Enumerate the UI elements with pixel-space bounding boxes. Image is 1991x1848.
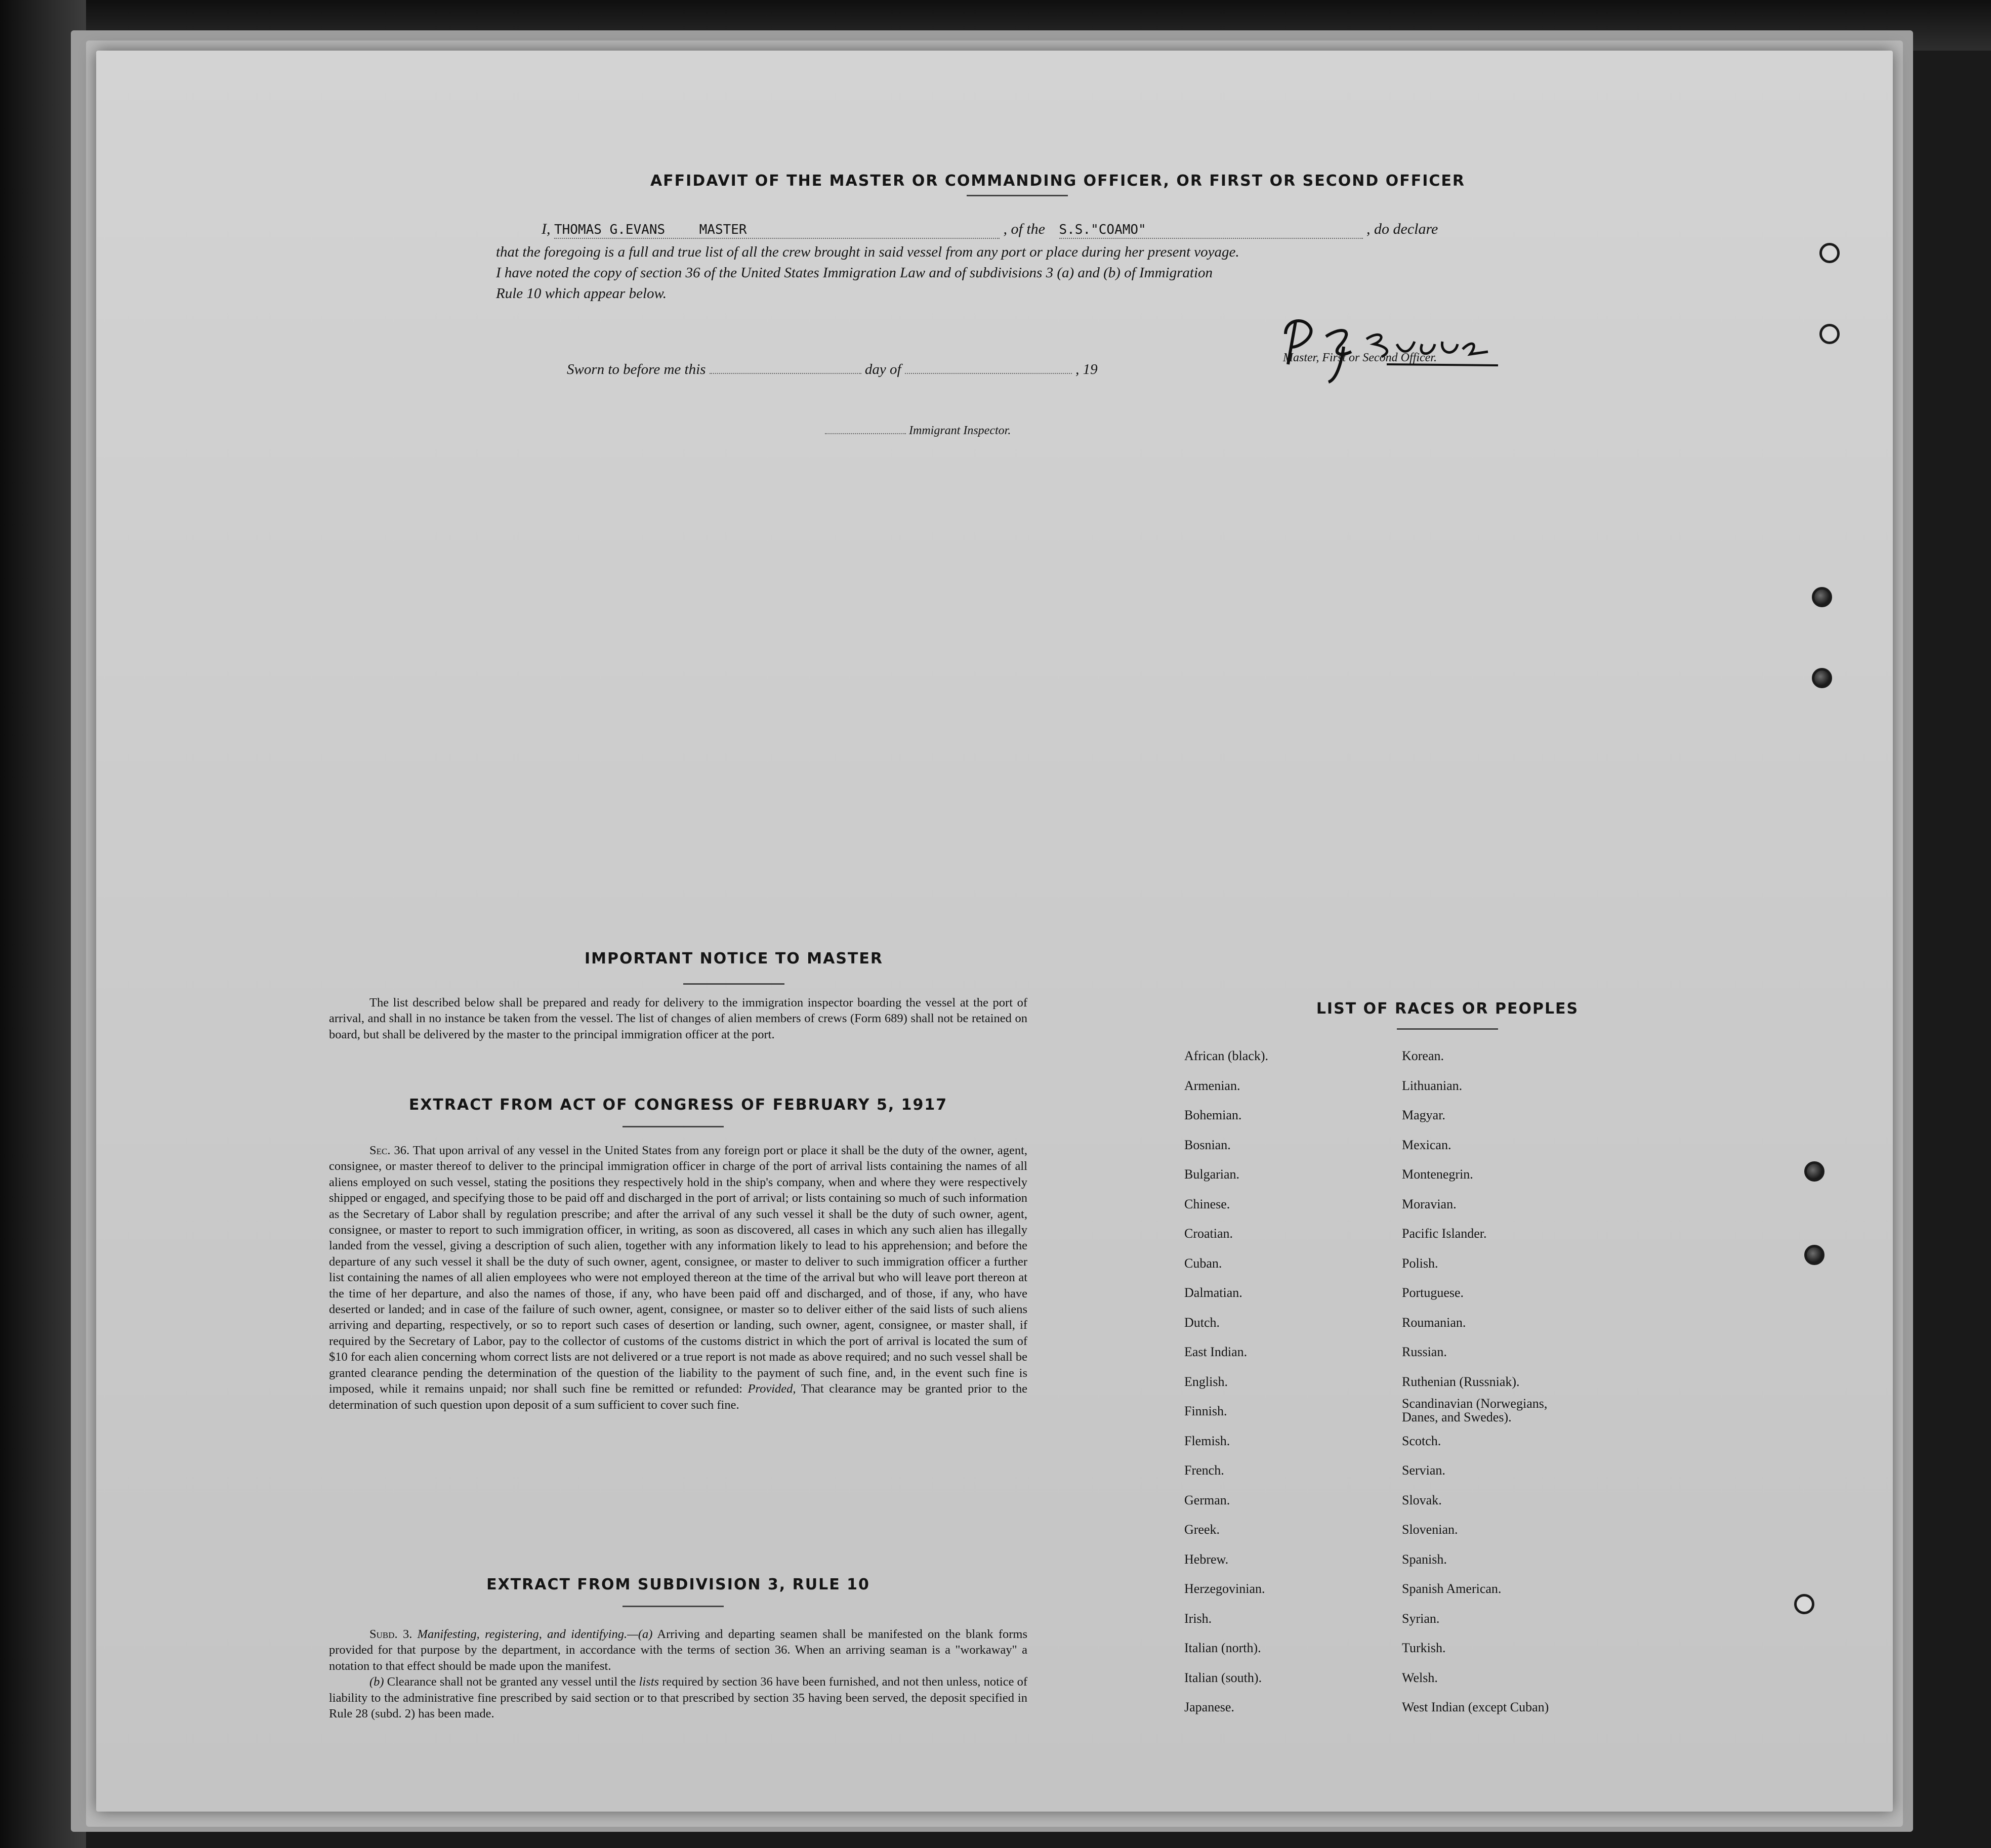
rule-subd-a-text: Arriving and departing seamen shall be manifested on the blank forms provided for that purpose by the department, in accordance with the terms of section 36. When an arriving seaman is a "workaway" a notation to that effect should be made upon the manifest. xyxy=(329,1627,1027,1673)
race-list-item: Dutch. xyxy=(1184,1315,1220,1330)
rule-subd-b-text-2: required by section 36 have been furnished, and not then unless, notice of liability to the administrative fine prescribed by said section or to that prescribed by section 35 having been served, the deposit specified in Rule 28 (subd. 2) has been made. xyxy=(329,1675,1028,1721)
rule-subd-b-label: (b) xyxy=(369,1675,384,1689)
race-list-item: Scandinavian (Norwegians, Danes, and Swedes). xyxy=(1402,1396,1548,1424)
sworn-day-of: day of xyxy=(864,361,901,377)
inspector-caption: Immigrant Inspector. xyxy=(909,424,1011,437)
race-list-item: Roumanian. xyxy=(1402,1315,1466,1330)
race-list-item: Mexican. xyxy=(1402,1137,1451,1152)
race-list-item: Moravian. xyxy=(1402,1196,1457,1211)
binder-hole-7 xyxy=(1794,1594,1814,1614)
vessel-name-field xyxy=(1059,221,1363,239)
race-list-item: Pacific Islander. xyxy=(1402,1226,1487,1241)
race-list-item: French. xyxy=(1184,1463,1224,1478)
rule-title: EXTRACT FROM SUBDIVISION 3, RULE 10 xyxy=(486,1576,870,1593)
affidavit-title-rule xyxy=(967,195,1068,196)
notice-text: The list described below shall be prepared and ready for delivery to the immigration inspector boarding the vessel at the port of arrival, and shall in no instance be taken from the vessel. The list of changes of alien members of crews (Form 689) shall not be retained on board, but shall be delivered by the master to the principal immigration officer at the port. xyxy=(329,996,1027,1041)
sworn-prefix: Sworn to before me this xyxy=(567,361,706,377)
races-left-column xyxy=(1184,1041,1387,1723)
race-list-item: Hebrew. xyxy=(1184,1551,1229,1567)
race-list-item: Lithuanian. xyxy=(1402,1078,1463,1093)
race-list-item: Scotch. xyxy=(1402,1433,1441,1448)
race-list-item: Bulgarian. xyxy=(1184,1167,1240,1182)
race-list-item: Dalmatian. xyxy=(1184,1285,1242,1300)
sworn-year: , 19 xyxy=(1075,361,1098,377)
act-title: EXTRACT FROM ACT OF CONGRESS OF FEBRUARY 5, 1917 xyxy=(408,1096,948,1114)
signature-caption: Master, First or Second Officer. xyxy=(1283,351,1437,364)
race-list-item: Spanish American. xyxy=(1402,1581,1502,1596)
race-list-item: Italian (north). xyxy=(1184,1641,1261,1655)
rule-subd-b-text-1: Clearance shall not be granted any vessel until the xyxy=(387,1675,636,1689)
affidavit-prefix: I, xyxy=(542,221,551,237)
act-section-36 xyxy=(329,1143,1027,1413)
affidavit-line-1 xyxy=(542,221,1630,239)
act-title-rule xyxy=(623,1126,724,1127)
sworn-day-field xyxy=(710,373,861,374)
race-list-item: Cuban. xyxy=(1184,1255,1222,1271)
rule-title-rule xyxy=(623,1606,724,1607)
rule-subd-b-lists: lists xyxy=(639,1675,659,1689)
sworn-month-field xyxy=(905,373,1072,374)
race-list-item: Slovak. xyxy=(1402,1492,1442,1507)
notice-title-rule xyxy=(683,983,784,985)
race-list-item: Irish. xyxy=(1184,1611,1212,1626)
act-section-label: Sec. 36. xyxy=(369,1144,410,1157)
race-list-item: Spanish. xyxy=(1402,1551,1447,1567)
document-page xyxy=(96,51,1893,1812)
race-list-item: Korean. xyxy=(1402,1048,1444,1063)
vessel-name: S.S."COAMO" xyxy=(1059,222,1146,237)
affidavit-line-3: I have noted the copy of section 36 of the United States Immigration Law and of subdivisions 3 (a) and (b) of Immigration xyxy=(496,265,1213,281)
rule-subd-3 xyxy=(329,1626,1027,1721)
race-list-item: Syrian. xyxy=(1402,1611,1440,1626)
notice-title: IMPORTANT NOTICE TO MASTER xyxy=(585,950,883,968)
binder-hole-4 xyxy=(1812,668,1832,688)
race-list-item: Croatian. xyxy=(1184,1226,1233,1241)
race-list-item: Polish. xyxy=(1402,1255,1438,1271)
race-list-item: English. xyxy=(1184,1374,1228,1389)
race-list-item: Flemish. xyxy=(1184,1433,1230,1448)
race-list-item: Greek. xyxy=(1184,1522,1220,1537)
race-list-item: Finnish. xyxy=(1184,1404,1227,1418)
race-list-item: Chinese. xyxy=(1184,1196,1230,1211)
race-list-item: Magyar. xyxy=(1402,1108,1445,1122)
binder-hole-5 xyxy=(1804,1161,1824,1182)
race-list-item: East Indian. xyxy=(1184,1345,1248,1359)
race-list-item: Portuguese. xyxy=(1402,1285,1464,1300)
rule-subd-label: Subd. 3. xyxy=(369,1627,412,1641)
act-proviso-text: That clearance may be granted prior to the determination of such question upon deposit of a sum sufficient to cover such fine. xyxy=(329,1382,1027,1412)
races-title: LIST OF RACES OR PEOPLES xyxy=(1316,1000,1579,1018)
binder-hole-1 xyxy=(1819,243,1840,263)
race-list-item: West Indian (except Cuban) xyxy=(1402,1700,1549,1714)
race-list-item: African (black). xyxy=(1184,1048,1269,1063)
race-list-item: Turkish. xyxy=(1402,1641,1446,1655)
race-list-item: Servian. xyxy=(1402,1463,1445,1478)
act-section-text: That upon arrival of any vessel in the United States from any foreign port or place it shall be the duty of the owner, agent, consignee, or master thereof to deliver to the principal immigration officer in charge of the port of arrival lists containing the names of all aliens employed on such vessel, stating the positions they respectively hold in the ship's company, when and where they were respectively shipped or engaged, and specifying those to be paid off and discharged in the port of arrival; or lists containing so much of such information as the Secretary of Labor shall by regulation prescribe; and after the arrival of any such vessel it shall be the duty of such owner, agent, consignee, or master to report to such immigration officer, in writing, as soon as discovered, all cases in which any such alien has illegally landed from the vessel, giving a description of such alien, together with any information likely to lead to his apprehension; and before the departure of any such vessel it shall be the duty of such owner, agent, consignee, or master to deliver to such immigration officer a further list containing the names of all alien employees who were not employed thereon at the time of the arrival but who will leave port thereon at the time of her departure, and also the names of those, if any, who have been paid off and discharged, and of those, if any, who have deserted or landed; and in case of the failure of such owner, agent, consignee, or master so to deliver either of the said lists of such aliens arriving and departing, respectively, or so to report such cases of desertion or landing, such owner, agent, consignee, or master shall, if required by the Secretary of Labor, pay to the collector of customs of the customs district in which the port of arrival is located the sum of $10 for each alien concerning whom correct lists are not delivered or a true report is not made as above required; and no such vessel shall be granted clearance pending the determination of the question of the liability to the payment of such fine, and, in the event such fine is imposed, while it remains unpaid; nor shall such fine be remitted or refunded: xyxy=(329,1144,1027,1396)
affidavit-line-2: that the foregoing is a full and true list of all the crew brought in said vessel from any port or place during her present voyage. xyxy=(496,244,1239,260)
sworn-line xyxy=(567,361,1098,378)
race-list-item: Bohemian. xyxy=(1184,1108,1242,1122)
affidavit-of-the: , of the xyxy=(1003,221,1045,237)
race-list-item: Armenian. xyxy=(1184,1078,1240,1093)
binder-hole-3 xyxy=(1812,587,1832,607)
race-list-item: Japanese. xyxy=(1184,1700,1234,1714)
inspector-signature-field xyxy=(825,433,906,434)
race-list-item: Russian. xyxy=(1402,1345,1447,1359)
master-signature xyxy=(1265,309,1508,385)
master-rank: MASTER xyxy=(699,222,747,237)
race-list-item: Montenegrin. xyxy=(1402,1167,1473,1182)
rule-subd-heading: Manifesting, registering, and identifying.—(a) xyxy=(417,1627,653,1641)
race-list-item: Welsh. xyxy=(1402,1670,1438,1685)
race-list-item: Slovenian. xyxy=(1402,1522,1458,1537)
binder-hole-6 xyxy=(1804,1245,1824,1265)
race-list-item: Ruthenian (Russniak). xyxy=(1402,1374,1520,1389)
race-list-item: Italian (south). xyxy=(1184,1670,1262,1685)
race-list-item: Bosnian. xyxy=(1184,1137,1231,1152)
race-list-item: Herzegovinian. xyxy=(1184,1581,1265,1596)
binder-hole-2 xyxy=(1819,324,1840,344)
race-list-item: German. xyxy=(1184,1492,1230,1507)
affidavit-title: AFFIDAVIT OF THE MASTER OR COMMANDING OFFICER, OR FIRST OR SECOND OFFICER xyxy=(650,172,1466,190)
inspector-line xyxy=(825,424,1011,438)
affidavit-declare: , do declare xyxy=(1366,221,1438,237)
races-title-rule xyxy=(1397,1028,1498,1030)
act-proviso-label: Provided, xyxy=(748,1382,796,1396)
affidavit-line-4: Rule 10 which appear below. xyxy=(496,285,667,302)
master-name-field xyxy=(554,221,1000,239)
master-name: THOMAS G.EVANS xyxy=(554,222,666,237)
races-right-column xyxy=(1402,1041,1665,1723)
